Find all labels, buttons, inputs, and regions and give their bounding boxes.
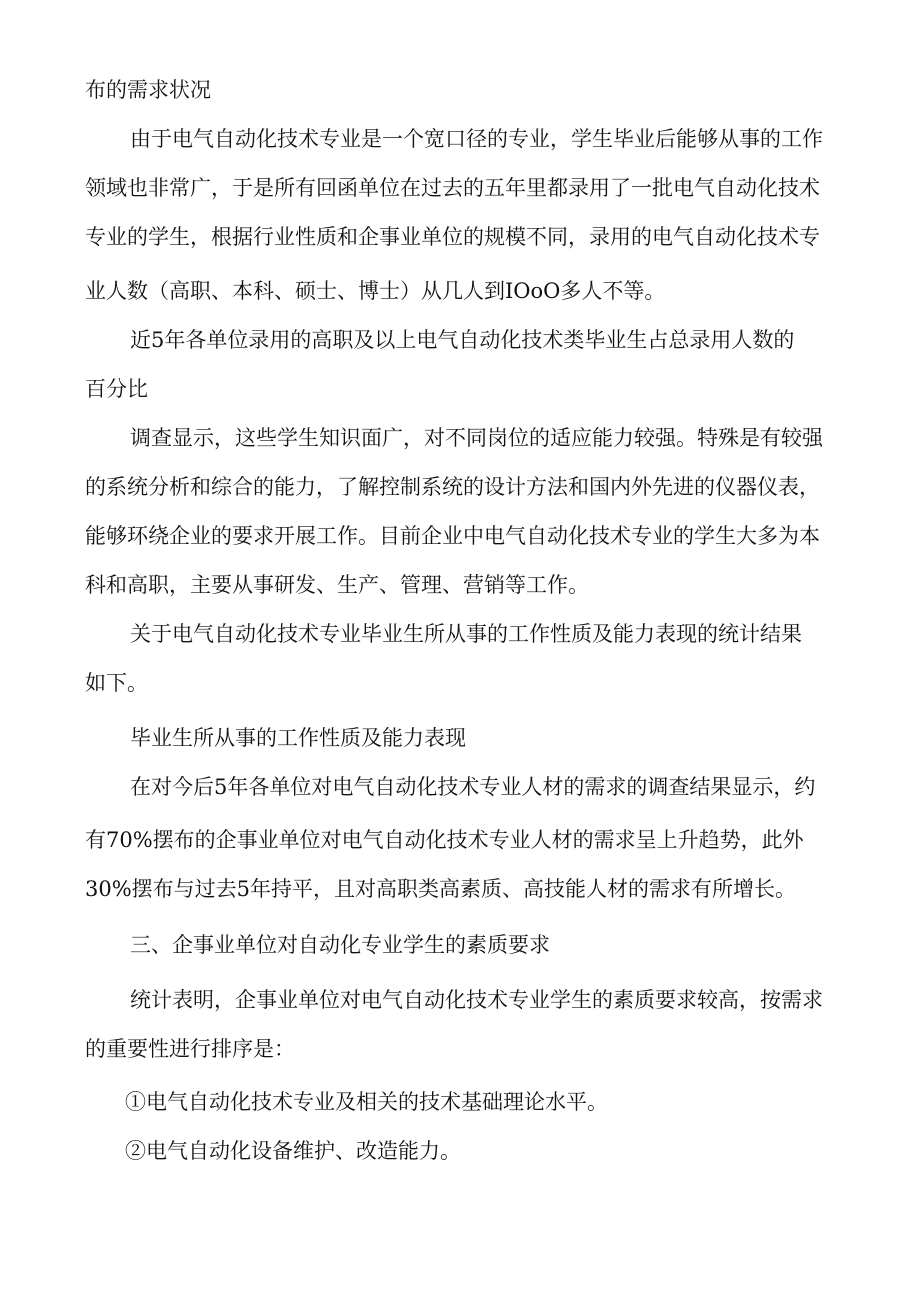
- list-item-1: ①电气自动化技术专业及相关的技术基础理论水平。: [125, 1090, 608, 1114]
- text-line-1: 布的需求状况: [85, 78, 211, 102]
- text-line-19: 统计表明，企事业单位对电气自动化技术专业学生的素质要求较高，按需求: [130, 988, 823, 1012]
- text-line-8: 调查显示，这些学生知识面广，对不同岗位的适应能力较强。特殊是有较强: [130, 426, 823, 450]
- text-line-5: 业人数（高职、本科、硕士、博士）从几人到IOoO多人不等。: [85, 279, 666, 303]
- section-heading: 三、企事业单位对自动化专业学生的素质要求: [130, 933, 550, 957]
- text-line-3: 领域也非常广，于是所有回函单位在过去的五年里都录用了一批电气自动化技术: [85, 176, 820, 200]
- list-item-2: ②电气自动化设备维护、改造能力。: [125, 1139, 461, 1163]
- text-line-20: 的重要性进行排序是：: [85, 1037, 295, 1061]
- text-line-15: 在对今后5年各单位对电气自动化技术专业人材的需求的调查结果显示，约: [130, 775, 816, 799]
- text-line-9: 的系统分析和综合的能力，了解控制系统的设计方法和国内外先进的仪器仪表，: [85, 475, 820, 499]
- text-line-10: 能够环绕企业的要求开展工作。目前企业中电气自动化技术专业的学生大多为本: [85, 524, 820, 548]
- text-line-16: 有70%摆布的企事业单位对电气自动化技术专业人材的需求呈上升趋势，此外: [85, 828, 804, 852]
- text-line-14: 毕业生所从事的工作性质及能力表现: [130, 726, 466, 750]
- text-line-13: 如下。: [85, 671, 148, 695]
- text-line-4: 专业的学生，根据行业性质和企事业单位的规模不同，录用的电气自动化技术专: [85, 225, 820, 249]
- text-line-7: 百分比: [85, 377, 148, 401]
- text-line-2: 由于电气自动化技术专业是一个宽口径的专业，学生毕业后能够从事的工作: [130, 127, 823, 151]
- text-line-6: 近5年各单位录用的高职及以上电气自动化技术类毕业生占总录用人数的: [130, 328, 795, 352]
- text-line-11: 科和高职，主要从事研发、生产、管理、营销等工作。: [85, 573, 589, 597]
- text-line-12: 关于电气自动化技术专业毕业生所从事的工作性质及能力表现的统计结果: [130, 622, 802, 646]
- text-line-17: 30%摆布与过去5年持平，且对高职类高素质、高技能人材的需求有所增长。: [85, 877, 797, 901]
